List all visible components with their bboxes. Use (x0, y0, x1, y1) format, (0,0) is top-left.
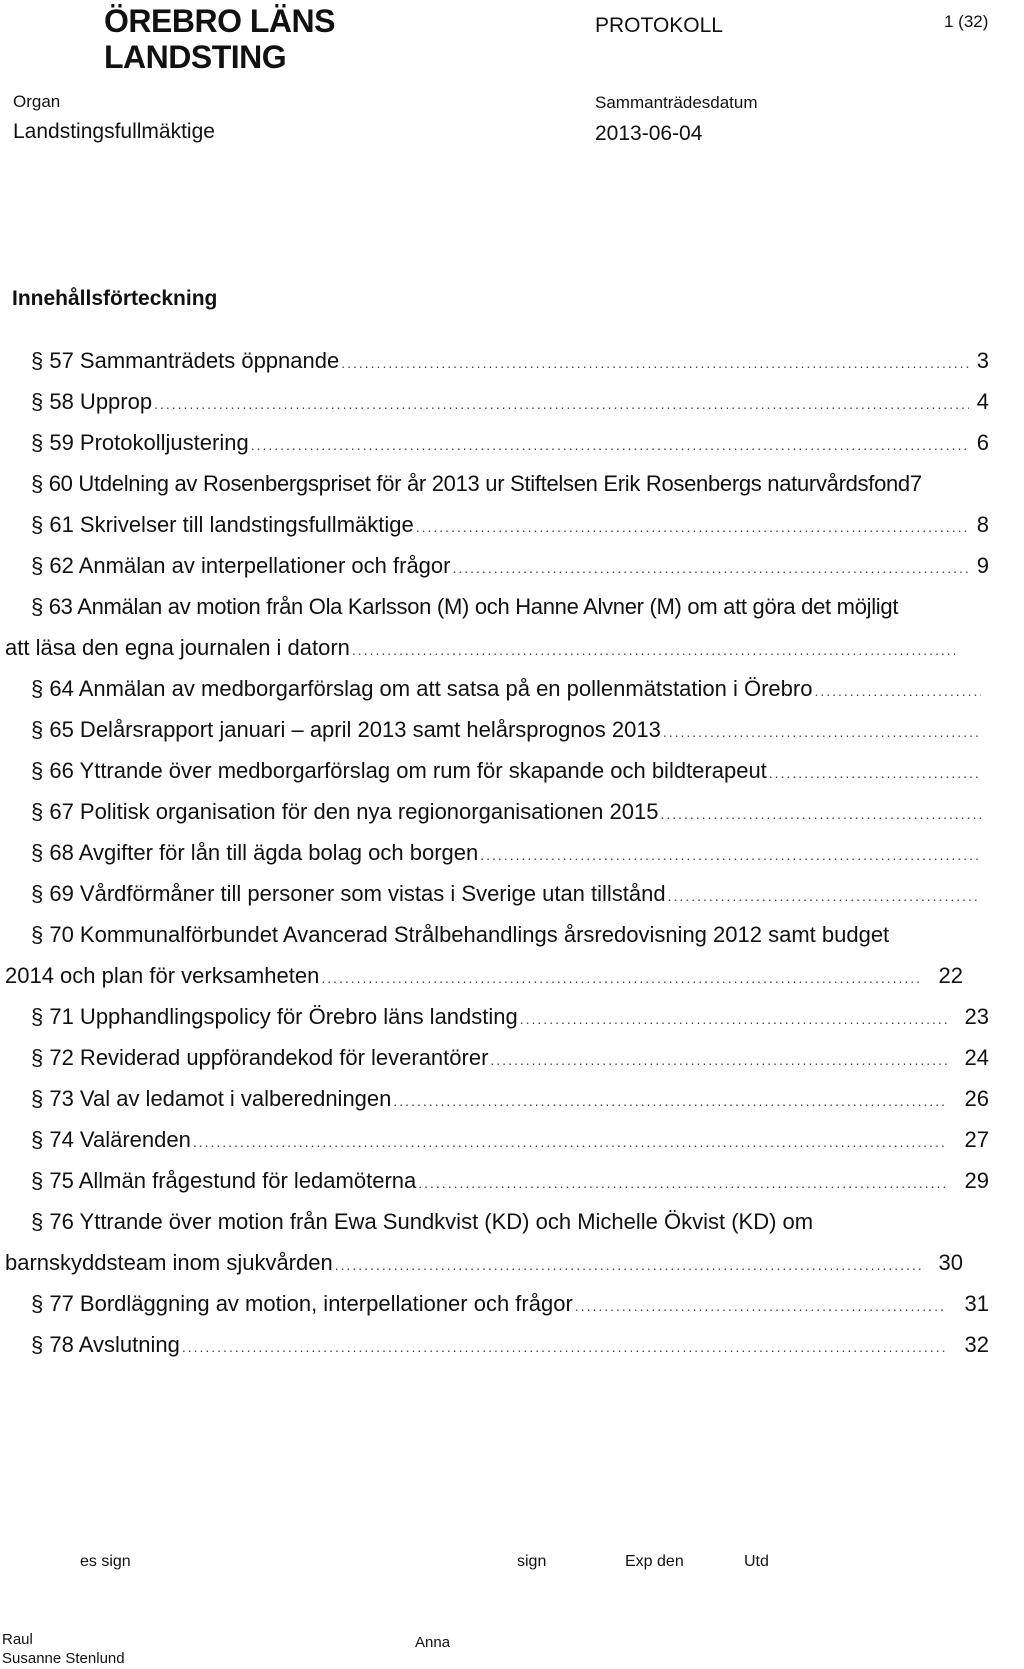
exp-date-label: Exp den (625, 1553, 684, 1570)
toc-entry-title: § 75 Allmän frågestund för ledamöterna (31, 1168, 417, 1193)
toc-entry-title-cont: 2014 och plan för verksamheten (5, 963, 320, 988)
toc-entry (0, 750, 1024, 791)
leader-dots (769, 753, 981, 794)
leader-dots (193, 1122, 947, 1163)
toc-entry (0, 832, 1024, 873)
toc-entry (0, 422, 1024, 463)
toc-entry (0, 1037, 1024, 1078)
leader-dots (154, 384, 969, 425)
meeting-date: 2013-06-04 (595, 122, 703, 145)
toc-entry-page: 23 (964, 1004, 989, 1029)
toc-entry-page: 27 (964, 1127, 989, 1152)
toc-entry-title: § 74 Valärenden (31, 1127, 191, 1152)
page-number: 1 (32) (944, 12, 989, 31)
leader-dots (575, 1286, 947, 1327)
leader-dots (416, 507, 969, 548)
toc-entry-title-cont: att läsa den egna journalen i datorn (5, 635, 350, 660)
org-name-line2: LANDSTING (104, 39, 287, 75)
toc-entry-page: 9 (976, 553, 989, 578)
leader-dots (668, 876, 981, 917)
toc-entry-title: § 71 Upphandlingspolicy för Örebro läns landsting (31, 1004, 518, 1029)
signature-label-2: sign (517, 1553, 547, 1570)
leader-dots (251, 425, 969, 466)
toc-entry (0, 873, 1024, 914)
organ-label: Organ (13, 92, 61, 111)
signer-name-3: Anna (415, 1634, 451, 1651)
leader-dots (663, 712, 981, 753)
toc-entry (0, 709, 1024, 750)
document-type: PROTOKOLL (595, 14, 723, 37)
leader-dots (335, 1245, 921, 1286)
toc-entry-title: § 69 Vårdförmåner till personer som vistas i Sverige utan tillstånd (31, 881, 666, 906)
leader-dots (520, 999, 947, 1040)
org-name-line1: ÖREBRO LÄNS (104, 3, 335, 39)
toc-entry (0, 1119, 1024, 1160)
leader-dots (452, 548, 969, 589)
table-of-contents (0, 340, 1024, 1365)
toc-entry (0, 586, 1024, 668)
toc-entry-title: § 66 Yttrande över medborgarförslag om rum för skapande och bildterapeut (31, 758, 767, 783)
toc-entry-page: 30 (938, 1250, 963, 1275)
leader-dots (393, 1081, 947, 1122)
toc-entry (0, 340, 1024, 381)
leader-dots (814, 671, 981, 712)
toc-entry-title: § 64 Anmälan av medborgarförslag om att satsa på en pollenmätstation i Örebro (31, 676, 813, 701)
toc-entry (0, 1078, 1024, 1119)
leader-dots (490, 1040, 947, 1081)
toc-entry-title-cont: barnskyddsteam inom sjukvården (5, 1250, 333, 1275)
toc-entry-title: § 72 Reviderad uppförandekod för leverantörer (31, 1045, 489, 1070)
toc-entry (0, 1283, 1024, 1324)
toc-entry (0, 381, 1024, 422)
toc-entry (0, 463, 1024, 504)
toc-entry-page: 22 (938, 963, 963, 988)
utd-label: Utd (744, 1553, 769, 1570)
toc-entry (0, 504, 1024, 545)
leader-dots (418, 1163, 947, 1204)
toc-entry-title: § 77 Bordläggning av motion, interpellationer och frågor (31, 1291, 573, 1316)
toc-entry-page: 32 (964, 1332, 989, 1357)
leader-dots (341, 343, 969, 384)
toc-entry (0, 791, 1024, 832)
toc-entry-page: 24 (964, 1045, 989, 1070)
toc-entry-page: 26 (964, 1086, 989, 1111)
toc-entry-title: § 62 Anmälan av interpellationer och frågor (31, 553, 451, 578)
organ-value: Landstingsfullmäktige (13, 120, 215, 143)
toc-entry-title: § 73 Val av ledamot i valberedningen (31, 1086, 392, 1111)
leader-dots (480, 835, 981, 876)
toc-entry-title: § 78 Avslutning (31, 1332, 180, 1357)
date-label: Sammanträdesdatum (595, 93, 758, 112)
toc-entry-title: § 63 Anmälan av motion från Ola Karlsson (M) och Hanne Alvner (M) om att göra det möjligt (31, 594, 899, 619)
leader-dots (182, 1327, 947, 1368)
signer-name-1: Raul (2, 1631, 33, 1648)
leader-dots (352, 630, 955, 671)
toc-heading: Innehållsförteckning (12, 287, 218, 310)
toc-entry-title: § 58 Upprop (31, 389, 153, 414)
toc-entry-page: 3 (976, 348, 989, 373)
toc-entry-page: 31 (964, 1291, 989, 1316)
toc-entry-title: § 61 Skrivelser till landstingsfullmäktige (31, 512, 414, 537)
toc-entry-page: 6 (976, 430, 989, 455)
toc-entry (0, 914, 1024, 996)
toc-entry-title: § 65 Delårsrapport januari – april 2013 samt helårsprognos 2013 (31, 717, 661, 742)
toc-entry-title: § 68 Avgifter för lån till ägda bolag och borgen (31, 840, 479, 865)
leader-dots (321, 958, 921, 999)
toc-entry-title: § 67 Politisk organisation för den nya regionorganisationen 2015 (31, 799, 659, 824)
toc-entry-title: § 70 Kommunalförbundet Avancerad Strålbehandlings årsredovisning 2012 samt budget (31, 922, 890, 947)
toc-entry-title: § 57 Sammanträdets öppnande (31, 348, 340, 373)
toc-entry (0, 668, 1024, 709)
toc-entry (0, 1324, 1024, 1365)
toc-entry (0, 996, 1024, 1037)
toc-entry-title: § 60 Utdelning av Rosenbergspriset för år 2013 ur Stiftelsen Erik Rosenbergs naturvårdsfond7 (31, 471, 922, 496)
toc-entry-page: 29 (964, 1168, 989, 1193)
toc-entry (0, 1201, 1024, 1283)
toc-entry-title: § 59 Protokolljustering (31, 430, 249, 455)
toc-entry (0, 1160, 1024, 1201)
toc-entry-title: § 76 Yttrande över motion från Ewa Sundkvist (KD) och Michelle Ökvist (KD) om (31, 1209, 814, 1234)
toc-entry-page: 4 (976, 389, 989, 414)
toc-entry (0, 545, 1024, 586)
signature-label-1: es sign (80, 1553, 131, 1570)
toc-entry-page: 8 (976, 512, 989, 537)
signer-name-2: Susanne Stenlund (2, 1650, 125, 1667)
leader-dots (660, 794, 981, 835)
